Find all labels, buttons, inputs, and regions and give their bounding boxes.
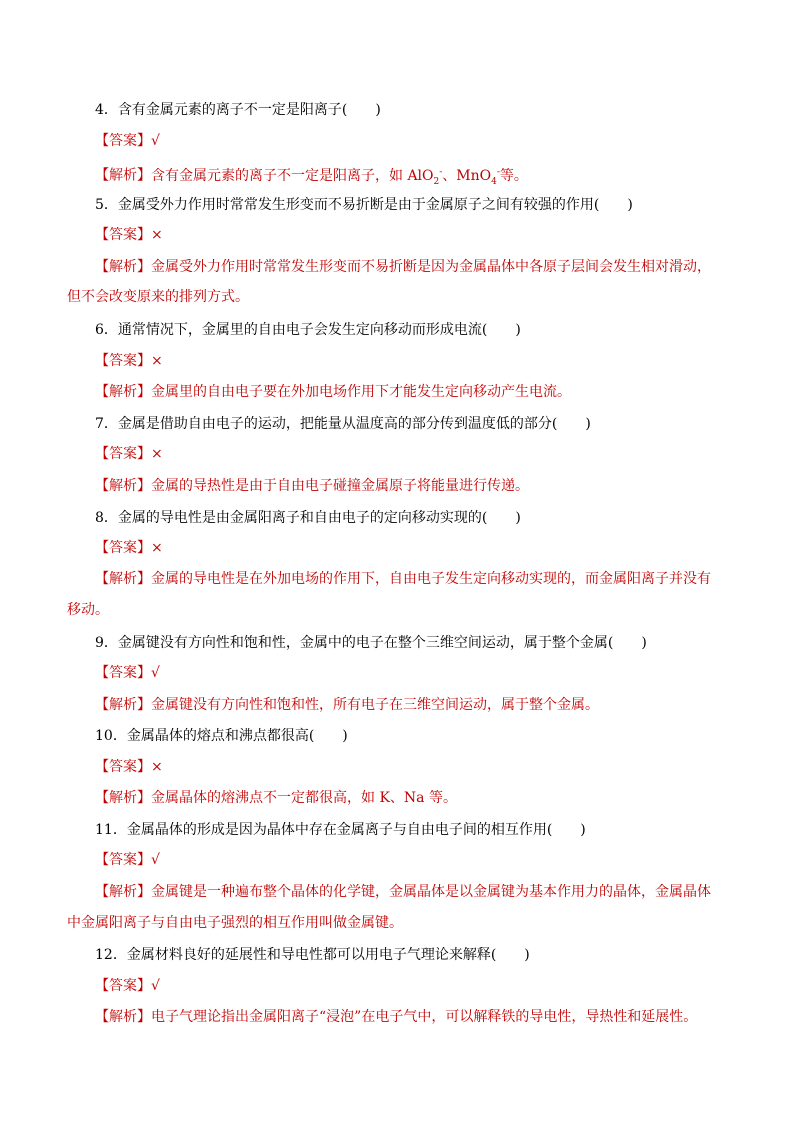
- analysis-tag: 【解析】: [95, 167, 151, 184]
- answer-7: [95, 442, 730, 466]
- answer-10: [95, 755, 730, 779]
- analysis-tag: 【解析】: [95, 384, 151, 400]
- analysis-5: [95, 255, 730, 279]
- answer-mark: √: [151, 852, 160, 868]
- answer-6: [95, 349, 730, 373]
- answer-tag: 【答案】: [95, 665, 151, 681]
- answer-tag: 【答案】: [95, 852, 151, 868]
- answer-12: [95, 974, 730, 998]
- question-11: 11．金属晶体的形成是因为晶体中存在金属离子与自由电子间的相互作用( ): [95, 822, 586, 838]
- answer-mark: ×: [151, 540, 163, 556]
- answer-mark: ×: [151, 759, 163, 775]
- analysis-8-cont: 移动。: [67, 602, 109, 618]
- analysis-text-part: 、MnO: [442, 167, 492, 184]
- answer-mark: ×: [151, 227, 163, 243]
- answer-tag: 【答案】: [95, 540, 151, 556]
- question-7: 7．金属是借助自由电子的运动，把能量从温度高的部分传到温度低的部分( ): [95, 416, 591, 432]
- answer-mark: √: [151, 665, 160, 681]
- analysis-tag: 【解析】: [95, 790, 151, 806]
- answer-tag: 【答案】: [95, 133, 151, 149]
- analysis-tag: 【解析】: [95, 697, 151, 713]
- answer-tag: 【答案】: [95, 759, 151, 775]
- analysis-tag: 【解析】: [95, 1009, 151, 1025]
- answer-tag: 【答案】: [95, 978, 151, 994]
- question-10: 10．金属晶体的熔点和沸点都很高( ): [95, 728, 348, 744]
- answer-4: [95, 129, 730, 153]
- analysis-text: 金属晶体的熔沸点不一定都很高，如 K、Na 等。: [151, 790, 457, 806]
- analysis-6: [95, 380, 730, 404]
- analysis-tag: 【解析】: [95, 478, 151, 494]
- analysis-text: 电子气理论指出金属阳离子“浸泡”在电子气中，可以解释铁的导电性，导热性和延展性。: [151, 1009, 698, 1025]
- answer-11: [95, 848, 730, 872]
- analysis-text: 金属的导电性是在外加电场的作用下，自由电子发生定向移动实现的，而金属阳离子并没有: [151, 571, 711, 587]
- question-9: 9．金属键没有方向性和饱和性，金属中的电子在整个三维空间运动，属于整个金属( ): [95, 635, 647, 651]
- question-8: 8．金属的导电性是由金属阳离子和自由电子的定向移动实现的( ): [95, 510, 521, 526]
- superscript: -: [439, 167, 443, 177]
- analysis-7: [95, 474, 730, 498]
- analysis-11: [95, 880, 730, 904]
- subscript: 2: [433, 176, 440, 187]
- analysis-text: [151, 167, 528, 187]
- analysis-12: [95, 1005, 730, 1029]
- answer-tag: 【答案】: [95, 353, 151, 369]
- subscript: 4: [491, 176, 497, 187]
- analysis-tag: 【解析】: [95, 884, 151, 900]
- answer-mark: ×: [151, 353, 163, 369]
- analysis-8: [95, 567, 730, 591]
- analysis-10: [95, 786, 730, 810]
- analysis-text: 金属里的自由电子要在外加电场作用下才能发生定向移动产生电流。: [151, 384, 571, 400]
- answer-mark: √: [151, 133, 160, 149]
- analysis-text-part: 含有金属元素的离子不一定是阳离子，如 AlO: [151, 167, 434, 184]
- answer-mark: √: [151, 978, 160, 994]
- analysis-text: 金属受外力作用时常常发生形变而不易折断是因为金属晶体中各原子层间会发生相对滑动，: [151, 259, 711, 275]
- analysis-text-part: 等。: [499, 167, 528, 184]
- answer-mark: ×: [151, 446, 163, 462]
- analysis-text: 金属的导热性是由于自由电子碰撞金属原子将能量进行传递。: [151, 478, 529, 494]
- question-12: 12．金属材料良好的延展性和导电性都可以用电子气理论来解释( ): [95, 947, 530, 963]
- analysis-5-cont: 但不会改变原来的排列方式。: [67, 289, 249, 305]
- superscript: -: [496, 167, 500, 177]
- answer-5: [95, 223, 730, 247]
- question-5: 5．金属受外力作用时常常发生形变而不易折断是由于金属原子之间有较强的作用( ): [95, 197, 633, 213]
- analysis-tag: 【解析】: [95, 571, 151, 587]
- analysis-tag: 【解析】: [95, 259, 151, 275]
- analysis-text: 金属键是一种遍布整个晶体的化学键，金属晶体是以金属键为基本作用力的晶体，金属晶体: [151, 884, 711, 900]
- answer-tag: 【答案】: [95, 227, 151, 243]
- analysis-11-cont: 中金属阳离子与自由电子强烈的相互作用叫做金属键。: [67, 915, 403, 931]
- question-6: 6．通常情况下，金属里的自由电子会发生定向移动而形成电流( ): [95, 322, 521, 338]
- question-4: 4．含有金属元素的离子不一定是阳离子( ): [95, 102, 381, 118]
- answer-tag: 【答案】: [95, 446, 151, 462]
- analysis-9: [95, 693, 730, 717]
- answer-8: [95, 536, 730, 560]
- analysis-4: [95, 160, 730, 193]
- answer-9: [95, 661, 730, 685]
- analysis-text: 金属键没有方向性和饱和性，所有电子在三维空间运动，属于整个金属。: [151, 697, 599, 713]
